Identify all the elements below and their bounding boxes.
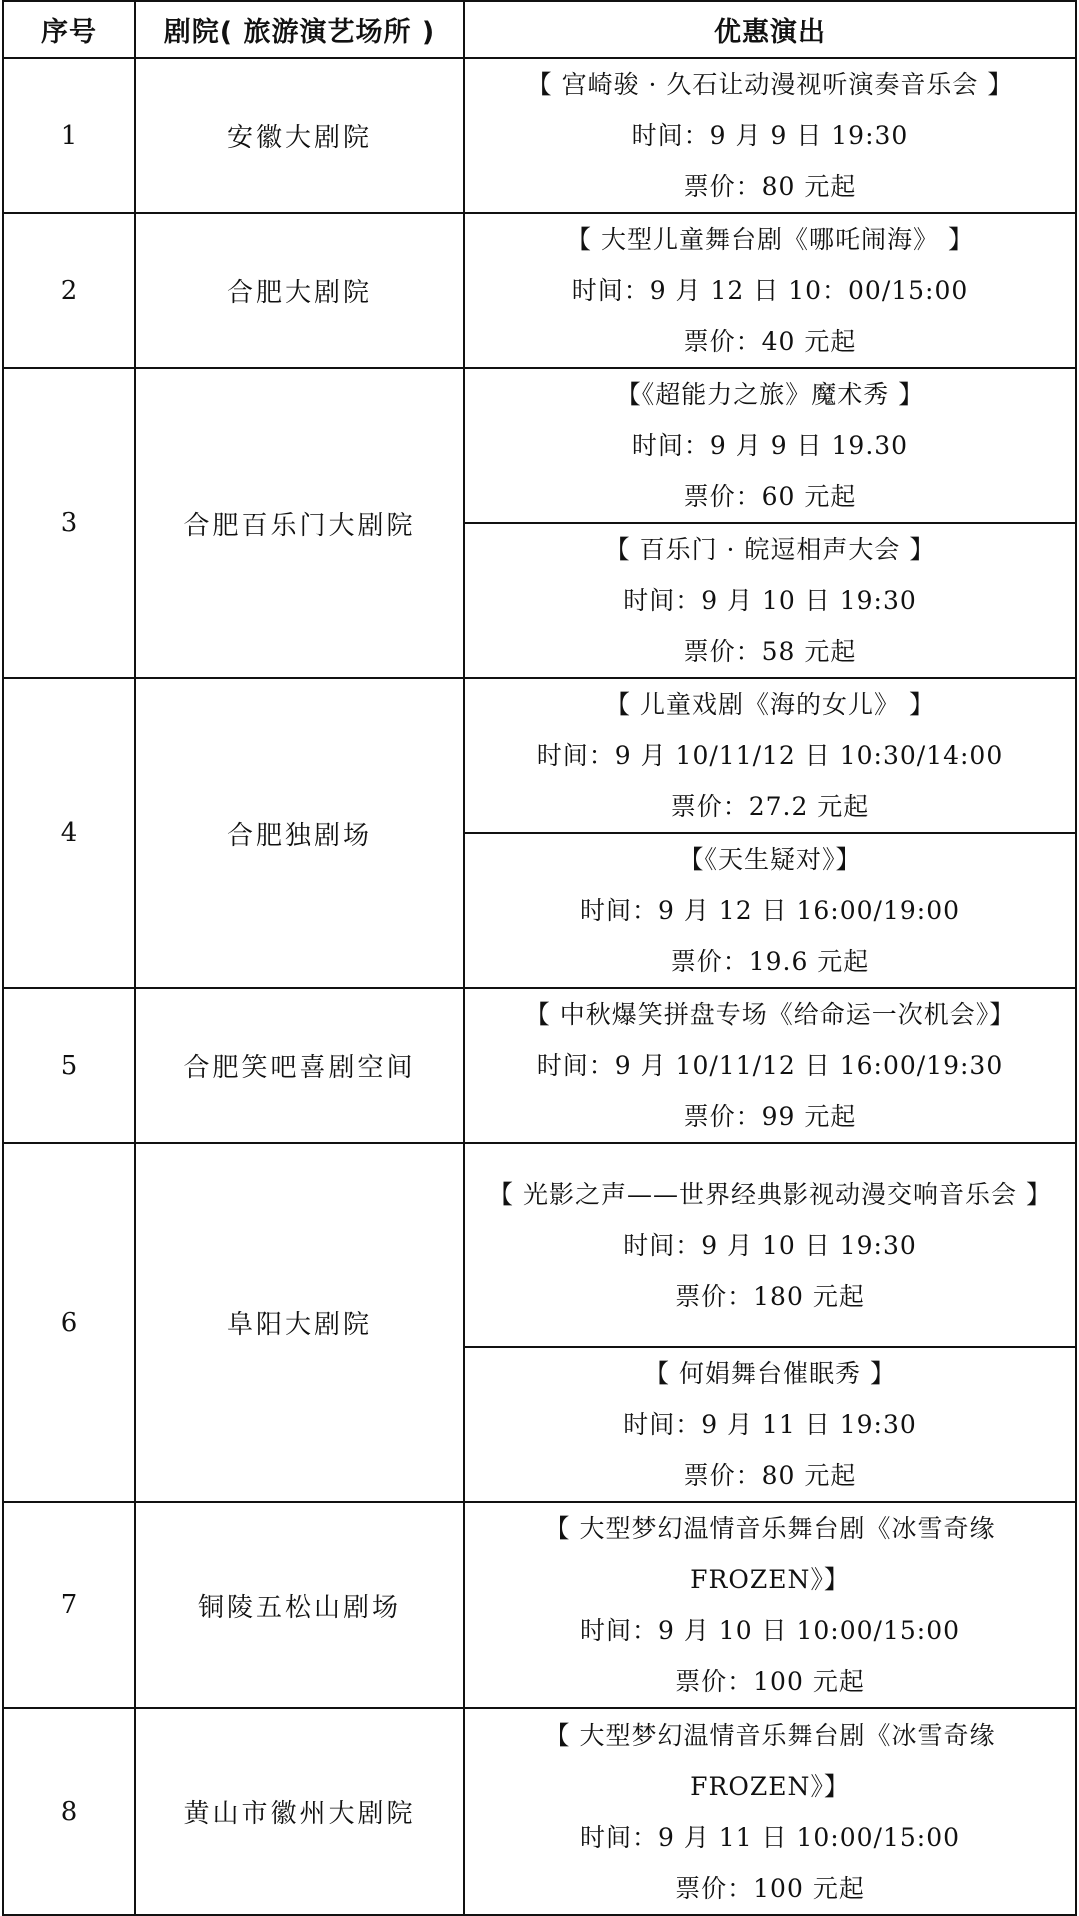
row-number: 5 (3, 988, 135, 1143)
show-title: 【 大型儿童舞台剧《哪吒闹海》 】 (566, 225, 974, 254)
show-title: 【 大型梦幻温情音乐舞台剧《冰雪奇缘 FROZEN》】 (544, 1720, 996, 1801)
venue-name: 铜陵五松山剧场 (135, 1502, 464, 1708)
show-time: 时间：9 月 9 日 19:30 (631, 121, 909, 150)
show-entry (464, 1502, 1076, 1708)
show-entry (464, 523, 1076, 678)
show-entry (464, 678, 1076, 833)
show-price: 票价：58 元起 (683, 637, 857, 666)
show-time: 时间：9 月 11 日 19:30 (623, 1410, 917, 1439)
venue-name: 合肥笑吧喜剧空间 (135, 988, 464, 1143)
table-row (3, 1143, 1076, 1347)
table-row (3, 1502, 1076, 1708)
row-number: 2 (3, 213, 135, 368)
show-entry (464, 213, 1076, 368)
show-entry (464, 1347, 1076, 1502)
venue-name: 阜阳大剧院 (135, 1143, 464, 1502)
header-shows: 优惠演出 (464, 1, 1076, 58)
show-entry (464, 833, 1076, 988)
row-number: 3 (3, 368, 135, 678)
show-price: 票价：80 元起 (683, 172, 857, 201)
show-price: 票价：100 元起 (675, 1873, 865, 1903)
show-time: 时间：9 月 9 日 19.30 (631, 431, 909, 460)
row-number: 4 (3, 678, 135, 988)
header-venue: 剧院( 旅游演艺场所 ) (135, 1, 464, 58)
show-price: 票价：40 元起 (683, 327, 857, 356)
table-row (3, 213, 1076, 368)
show-price: 票价：19.6 元起 (670, 947, 870, 976)
show-time: 时间：9 月 10 日 19:30 (623, 586, 917, 615)
table-row (3, 678, 1076, 833)
row-number: 7 (3, 1502, 135, 1708)
show-title: 【《超能力之旅》魔术秀 】 (615, 380, 925, 409)
show-time: 时间：9 月 10/11/12 日 16:00/19:30 (536, 1051, 1004, 1080)
show-time: 时间：9 月 12 日 16:00/19:00 (579, 896, 961, 925)
venue-name: 安徽大剧院 (135, 58, 464, 213)
table-row (3, 368, 1076, 523)
venue-name: 合肥大剧院 (135, 213, 464, 368)
show-title: 【 何娟舞台催眠秀 】 (644, 1359, 896, 1388)
show-title: 【 儿童戏剧《海的女儿》 】 (605, 690, 935, 719)
header-no: 序号 (3, 1, 135, 58)
row-number: 1 (3, 58, 135, 213)
show-entry (464, 1708, 1076, 1915)
show-entry (464, 58, 1076, 213)
venue-name: 黄山市徽州大剧院 (135, 1708, 464, 1915)
show-title: 【 宫崎骏 · 久石让动漫视听演奏音乐会 】 (526, 70, 1014, 99)
show-price: 票价：27.2 元起 (670, 792, 870, 821)
table-row (3, 58, 1076, 213)
show-time: 时间：9 月 10/11/12 日 10:30/14:00 (536, 741, 1004, 770)
header-row (3, 1, 1076, 58)
row-number: 8 (3, 1708, 135, 1915)
show-price: 票价：99 元起 (683, 1102, 857, 1131)
show-title: 【《天生疑对》】 (678, 845, 862, 874)
show-time: 时间：9 月 10 日 19:30 (623, 1230, 917, 1260)
show-time: 时间：9 月 11 日 10:00/15:00 (579, 1822, 961, 1852)
discount-shows-table (2, 0, 1077, 1916)
show-time: 时间：9 月 12 日 10：00/15:00 (571, 276, 969, 305)
show-title: 【 光影之声——世界经典影视动漫交响音乐会 】 (488, 1179, 1052, 1209)
table-row (3, 1708, 1076, 1915)
show-entry (464, 988, 1076, 1143)
show-title: 【 大型梦幻温情音乐舞台剧《冰雪奇缘 FROZEN》】 (544, 1514, 996, 1594)
show-entry (464, 1143, 1076, 1347)
show-price: 票价：180 元起 (675, 1281, 865, 1311)
show-time: 时间：9 月 10 日 10:00/15:00 (579, 1616, 961, 1645)
show-price: 票价：80 元起 (683, 1461, 857, 1490)
venue-name: 合肥百乐门大剧院 (135, 368, 464, 678)
show-title: 【 中秋爆笑拼盘专场《给命运一次机会》】 (524, 1000, 1016, 1029)
show-price: 票价：60 元起 (683, 482, 857, 511)
venue-name: 合肥独剧场 (135, 678, 464, 988)
show-entry (464, 368, 1076, 523)
row-number: 6 (3, 1143, 135, 1502)
show-title: 【 百乐门 · 皖逗相声大会 】 (604, 535, 936, 564)
table-row (3, 988, 1076, 1143)
show-price: 票价：100 元起 (675, 1667, 865, 1696)
